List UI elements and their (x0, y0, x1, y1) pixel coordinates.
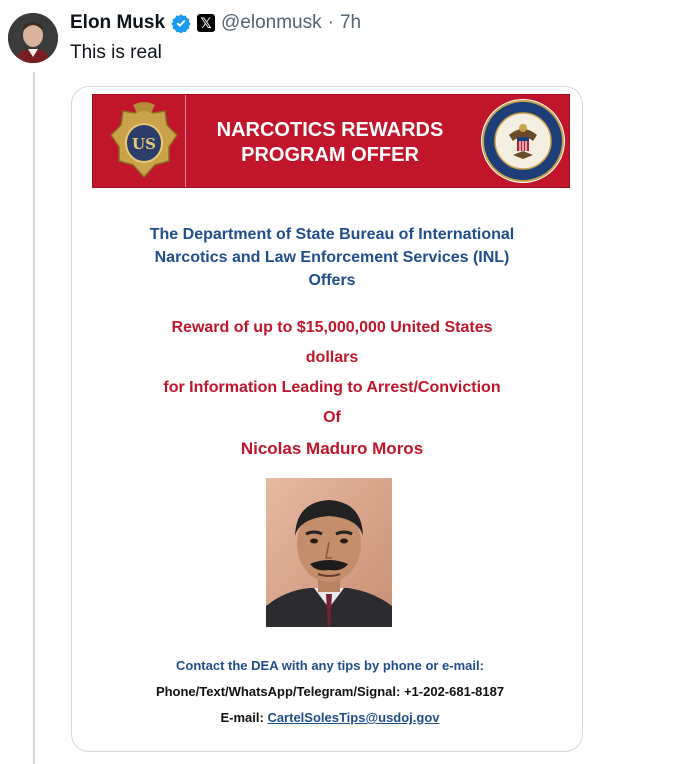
image-card[interactable] (71, 86, 583, 752)
separator-dot: · (327, 12, 334, 33)
tweet-text: This is real (70, 42, 162, 63)
contact-email-label: E-mail: (220, 710, 264, 725)
reward-banner (92, 94, 570, 188)
x-affiliate-icon: 𝕏 (197, 14, 215, 32)
banner-title (185, 118, 475, 168)
inl-line1: The Department of State Bureau of International (149, 226, 515, 243)
avatar-image (8, 13, 58, 63)
banner-title-line1: NARCOTICS REWARDS (216, 119, 444, 141)
contact-phone[interactable]: +1-202-681-8187 (403, 684, 505, 699)
contact-email-link[interactable]: CartelSolesTips@usdoj.gov (267, 710, 440, 725)
state-department-seal-icon (479, 97, 567, 185)
suspect-photo (266, 478, 392, 627)
reward-line4: Of (323, 409, 341, 426)
contact-email-line (92, 705, 568, 731)
contact-phone-line (92, 679, 568, 705)
reward-line2: dollars (305, 349, 359, 366)
author-handle[interactable]: @elonmusk (221, 12, 322, 33)
avatar[interactable] (8, 13, 58, 63)
reward-line3: for Information Leading to Arrest/Conviction (163, 379, 501, 396)
banner-title-line2: PROGRAM OFFER (241, 144, 419, 166)
inl-line2: Narcotics and Law Enforcement Services (INL) (154, 249, 510, 266)
verified-badge-icon (171, 13, 191, 33)
inl-statement (112, 223, 552, 292)
tweet-header (70, 12, 361, 34)
contact-intro: Contact the DEA with any tips by phone or e-mail: (176, 658, 484, 673)
contact-phone-label: Phone/Text/WhatsApp/Telegram/Signal: (155, 684, 401, 699)
timestamp[interactable]: 7h (339, 12, 362, 33)
dea-badge-icon (107, 99, 181, 183)
author-name[interactable]: Elon Musk (70, 12, 166, 33)
inl-line3: Offers (308, 272, 356, 289)
reward-target-name: Nicolas Maduro Moros (240, 439, 424, 458)
thread-line (33, 72, 35, 764)
reward-statement (102, 313, 562, 464)
reward-line1: Reward of up to $15,000,000 United States (171, 319, 493, 336)
svg-text:US: US (132, 135, 156, 153)
contact-info (92, 653, 568, 731)
